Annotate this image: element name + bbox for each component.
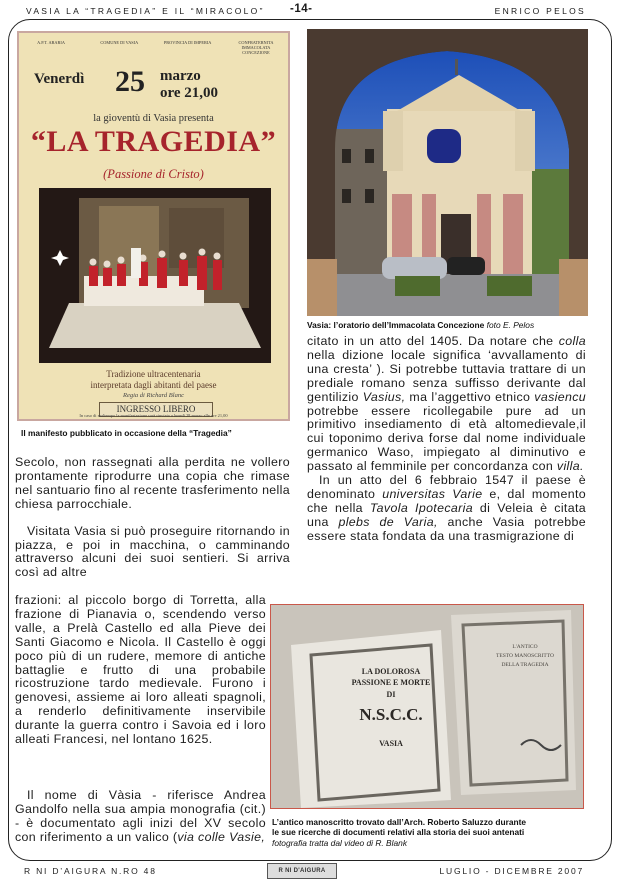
manuscript-left-text	[341, 667, 441, 748]
poster-date-time	[160, 68, 218, 102]
poster-subtitle: (Passione di Cristo)	[103, 167, 204, 181]
paragraph: Secolo, non rassegnati alla perdita ne vollero prontamente riprodurre una copia che rimase nel santuario fino al recente trasferimento nella chiesa parrocchiale.	[15, 455, 290, 511]
paragraph-italic: via colle Vasie,	[177, 829, 266, 844]
poster-caption: Il manifesto pubblicato in occasione della “Tragedia”	[21, 428, 232, 438]
church-caption-credit: foto E. Pelos	[486, 320, 535, 330]
poster-org: A.P.T. ABARIA	[37, 40, 65, 45]
header-author: ENRICO PELOS	[494, 6, 586, 16]
paragraph-text: potrebbe essere ricollegabile pure ad un primitivo insediamento di età altomedievale,il cui toponimo deriva forse dal nome individuale germanico Waso, impiegato al diminutivo e passato al femminile per concordanza con	[307, 403, 586, 474]
manuscript-line: TESTO MANOSCRITTO	[495, 653, 554, 659]
poster-time: ore 21,00	[160, 85, 219, 101]
paragraph	[307, 474, 586, 544]
paragraph-text: In un atto del 6 febbraio 1547 il paese è denominato	[307, 473, 586, 501]
poster-month: marzo	[160, 68, 201, 84]
paragraph-text: ma l’aggettivo etnico	[405, 389, 535, 404]
paragraph	[307, 335, 586, 474]
paragraph-text: Il nome di Vàsia - riferisce Andrea Gandolfo nella sua ampia monografia (cit.) - è documentato agli inizi del XV secolo con riferimento a un valico (	[15, 788, 266, 844]
paragraph: Visitata Vasia si può proseguire ritornando in piazza, e poi in macchina, o camminando attraverso alcuni dei suoi sentieri. Si arriva così ad altre	[15, 523, 290, 580]
manuscript-line: DELLA TRAGEDIA	[501, 662, 549, 668]
manuscript-line: N.S.C.C.	[359, 705, 423, 724]
page-footer	[24, 866, 584, 878]
oratory-image	[307, 29, 588, 316]
poster-stage-photo	[39, 188, 271, 363]
header-title: VASIA LA “TRAGEDIA” E IL “MIRACOLO”	[26, 6, 265, 16]
manuscript-caption-line: L’antico manoscritto trovato dall’Arch. Roberto Saluzzo durante	[272, 817, 527, 827]
paragraph-italic: colla	[558, 334, 586, 348]
manuscript-photo	[270, 604, 584, 809]
poster-org: PROVINCIA DI IMPERIA	[163, 40, 212, 45]
poster-presenter: la gioventù di Vasia presenta	[93, 113, 214, 124]
poster-weekday: Venerdì	[34, 71, 85, 87]
manuscript-line: PASSIONE E MORTE	[351, 678, 431, 687]
paragraph-italic: universitas Varie	[382, 486, 483, 501]
paragraph-italic: Tavola Ipotecaria	[369, 500, 473, 515]
paragraph-text: anche Vasia potrebbe essere stata fondata da una trasmigrazione di	[307, 514, 586, 543]
paragraph-text: nella dizione locale significa ‘avvallamento di una cresta’ ). Si potrebbe tuttavia trattare di un prediale romano senza suffisso derivante dal gentilizio	[307, 347, 586, 404]
paragraph-text: di Veleia è citata una	[307, 500, 586, 529]
poster-organizers	[25, 40, 282, 55]
poster-tradition	[19, 369, 288, 391]
paragraph-italic: plebs de Varia,	[338, 514, 438, 529]
event-poster	[17, 31, 290, 421]
page-number: -14-	[290, 3, 313, 15]
church-photo	[307, 29, 588, 316]
magazine-logo: R NI D'AIGURA	[267, 863, 337, 879]
poster-rain-note: In caso di maltempo la manifestazione sarà rinviata a lunedì 28 marzo alle ore 21,00	[79, 413, 228, 418]
poster-entry-badge: INGRESSO LIBERO	[99, 402, 213, 417]
footer-magazine: R NI D’AIGURA N.RO 48	[24, 866, 157, 876]
manuscript-caption-line: le sue ricerche di documenti relativi alla storia dei suoi antenati	[272, 827, 525, 838]
manuscript-line: DI	[386, 690, 396, 699]
poster-org: COMUNE DI VASIA	[100, 40, 139, 45]
manuscript-right-text	[485, 643, 565, 670]
poster-day: 25	[115, 65, 145, 98]
manuscript-caption-credit: fotografia tratta dal video di R. Blank	[272, 837, 408, 848]
left-column-middle	[15, 594, 266, 747]
paragraph-text: citato in un atto del 1405. Da notare che	[307, 334, 559, 348]
footer-issue-date: LUGLIO - DICEMBRE 2007	[439, 866, 584, 876]
right-column	[307, 335, 586, 544]
poster-title: “LA TRAGEDIA”	[30, 125, 277, 158]
manuscript-line: L'ANTICO	[512, 644, 538, 650]
paragraph: frazioni: al piccolo borgo di Torretta, alla frazione di Pianavia o, scendendo verso valle, a Prelà Castello ed alla Pieve dei Santi Giacomo e Nicola. Il Castello è oggi poco più di un rudere, memore di antiche battaglie e frutto di una probabile ricostruzione tardo medievale. Furono i genovesi, assieme ai loro alleati spagnoli, a renderlo definitivamente inservibile durante la guerra contro i Savoia ed i loro alleati Francesi, nel lontano 1625.	[15, 593, 266, 747]
manuscript-line: VASIA	[379, 739, 403, 748]
page-header	[26, 4, 586, 18]
church-caption	[307, 320, 592, 330]
poster-director: Regia di Richard Blanc	[123, 392, 184, 399]
manuscript-caption	[272, 817, 590, 848]
left-column-bottom	[15, 789, 266, 845]
paragraph-italic: Vasius,	[362, 389, 406, 404]
paragraph-italic: vasiencu	[534, 389, 586, 404]
paragraph	[15, 789, 266, 845]
church-caption-title: Vasia: l’oratorio dell’Immacolata Concezione	[307, 320, 485, 330]
left-column-top	[15, 456, 290, 580]
manuscript-line: LA DOLOROSA	[361, 667, 421, 676]
poster-tradition-line: interpretata dagli abitanti del paese	[90, 380, 217, 390]
poster-org: CONFRATERNITA IMMACOLATA CONCEZIONE	[238, 40, 274, 55]
paragraph-italic: villa.	[556, 459, 584, 474]
stage-scene-image	[39, 188, 271, 363]
poster-tradition-line: Tradizione ultracentenaria	[106, 369, 201, 379]
paragraph-text: e, dal momento che nella	[307, 486, 586, 515]
